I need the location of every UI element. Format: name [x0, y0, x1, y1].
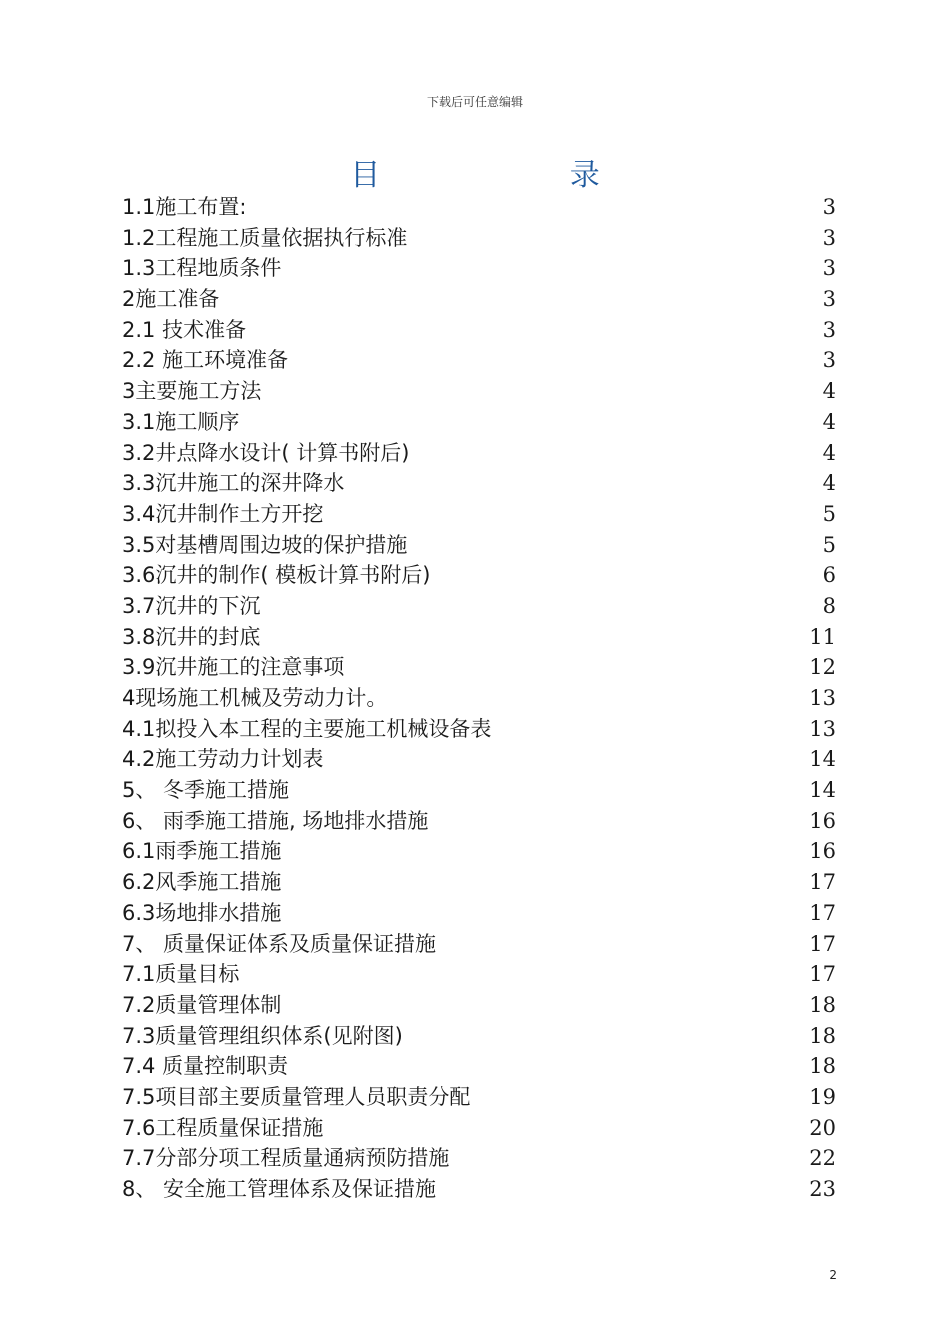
- toc-entry[interactable]: [122, 1174, 836, 1205]
- toc-entry[interactable]: [122, 683, 836, 714]
- toc-entry-page: 20: [809, 1115, 836, 1140]
- toc-list: [122, 192, 836, 1205]
- header-note: 下载后可任意编辑: [426, 95, 523, 109]
- toc-entry-page: 23: [809, 1177, 836, 1201]
- toc-title: 目 录: [350, 158, 690, 193]
- toc-entry-label: 3主要施工方法: [122, 379, 262, 404]
- toc-entry[interactable]: [122, 192, 836, 223]
- toc-entry-label: 7.7分部分项工程质量通病预防措施: [122, 1146, 450, 1171]
- toc-entry-page: 22: [809, 1146, 836, 1171]
- toc-entry-label: 7.1质量目标: [122, 962, 240, 987]
- toc-entry-page: 13: [809, 716, 836, 741]
- toc-entry-page: 13: [809, 686, 836, 710]
- toc-entry-label: 3.5对基槽周围边坡的保护措施: [122, 532, 408, 557]
- toc-entry[interactable]: [122, 867, 836, 898]
- toc-entry[interactable]: [122, 898, 836, 929]
- toc-entry[interactable]: [122, 990, 836, 1021]
- toc-entry[interactable]: [122, 959, 836, 990]
- toc-entry-page: 6: [822, 563, 836, 588]
- toc-entry-page: 3: [822, 287, 836, 312]
- toc-entry[interactable]: [122, 1021, 836, 1052]
- toc-entry[interactable]: [122, 253, 836, 284]
- toc-entry[interactable]: [122, 438, 836, 469]
- toc-entry-label: 7.4 质量控制职责: [122, 1054, 289, 1079]
- toc-entry[interactable]: [122, 407, 836, 438]
- toc-entry-page: 17: [809, 962, 836, 987]
- toc-entry-page: 16: [809, 839, 836, 864]
- toc-entry-label: 7.3质量管理组织体系(见附图): [122, 1023, 403, 1048]
- toc-entry[interactable]: [122, 468, 836, 499]
- toc-entry[interactable]: [122, 1082, 836, 1113]
- toc-entry-page: 17: [809, 900, 836, 925]
- toc-entry[interactable]: [122, 775, 836, 806]
- toc-entry-page: 4: [822, 379, 836, 404]
- toc-entry[interactable]: [122, 345, 836, 376]
- toc-entry-page: 16: [809, 808, 836, 833]
- toc-entry-label: 3.8沉井的封底: [122, 624, 261, 649]
- toc-entry-page: 3: [822, 317, 836, 342]
- toc-entry-page: 5: [822, 532, 836, 557]
- toc-entry-page: 4: [822, 471, 836, 496]
- toc-entry[interactable]: [122, 836, 836, 867]
- toc-entry[interactable]: [122, 652, 836, 683]
- toc-entry[interactable]: [122, 376, 836, 407]
- toc-entry[interactable]: [122, 591, 836, 622]
- toc-entry-label: 4.2施工劳动力计划表: [122, 747, 324, 772]
- toc-entry-label: 1.1施工布置:: [122, 195, 247, 219]
- toc-entry-label: 8、 安全施工管理体系及保证措施: [122, 1177, 437, 1201]
- toc-entry-label: 1.3工程地质条件: [122, 256, 282, 281]
- toc-entry-label: 7、 质量保证体系及质量保证措施: [122, 931, 437, 956]
- toc-entry-page: 11: [809, 624, 836, 649]
- toc-entry-label: 3.3沉井施工的深井降水: [122, 471, 345, 496]
- toc-entry-label: 6.3场地排水措施: [122, 900, 282, 925]
- toc-entry-page: 4: [822, 409, 836, 434]
- toc-entry-label: 4.1拟投入本工程的主要施工机械设备表: [122, 716, 492, 741]
- toc-entry-page: 17: [809, 870, 836, 895]
- toc-entry[interactable]: [122, 1051, 836, 1082]
- toc-entry-label: 4现场施工机械及劳动力计。: [122, 686, 388, 710]
- toc-entry-label: 7.6工程质量保证措施: [122, 1115, 324, 1140]
- page-number: 2: [829, 1268, 837, 1282]
- toc-entry-label: 3.2井点降水设计( 计算书附后): [122, 440, 410, 465]
- toc-entry-label: 3.1施工顺序: [122, 409, 240, 434]
- toc-entry-label: 7.5项目部主要质量管理人员职责分配: [122, 1084, 471, 1109]
- toc-entry-label: 5、 冬季施工措施: [122, 778, 290, 803]
- toc-entry-page: 3: [822, 348, 836, 373]
- toc-entry-page: 14: [809, 778, 836, 803]
- toc-entry-page: 19: [809, 1084, 836, 1109]
- toc-entry[interactable]: [122, 714, 836, 745]
- toc-entry[interactable]: [122, 499, 836, 530]
- toc-entry-label: 1.2工程施工质量依据执行标准: [122, 225, 408, 250]
- toc-entry-label: 3.6沉井的制作( 模板计算书附后): [122, 563, 431, 588]
- toc-entry[interactable]: [122, 806, 836, 837]
- toc-entry-label: 6.1雨季施工措施: [122, 839, 282, 864]
- toc-entry-label: 3.7沉井的下沉: [122, 593, 261, 618]
- toc-entry-page: 8: [822, 593, 836, 618]
- toc-entry-page: 18: [809, 1023, 836, 1048]
- toc-entry-label: 7.2质量管理体制: [122, 992, 282, 1017]
- toc-entry[interactable]: [122, 315, 836, 346]
- toc-entry-label: 2施工准备: [122, 287, 220, 312]
- toc-entry-page: 5: [822, 501, 836, 526]
- toc-entry[interactable]: [122, 284, 836, 315]
- toc-entry-label: 2.2 施工环境准备: [122, 348, 289, 373]
- toc-entry-label: 6.2风季施工措施: [122, 870, 282, 895]
- toc-entry-label: 3.9沉井施工的注意事项: [122, 655, 345, 680]
- toc-entry-page: 4: [822, 440, 836, 465]
- toc-entry-page: 12: [809, 655, 836, 680]
- toc-entry[interactable]: [122, 744, 836, 775]
- toc-entry[interactable]: [122, 929, 836, 960]
- toc-entry-page: 18: [809, 1054, 836, 1079]
- toc-entry-page: 3: [822, 225, 836, 250]
- toc-entry-page: 18: [809, 992, 836, 1017]
- toc-entry[interactable]: [122, 560, 836, 591]
- toc-entry-page: 3: [822, 195, 836, 219]
- toc-entry-page: 17: [809, 931, 836, 956]
- toc-entry-label: 2.1 技术准备: [122, 317, 247, 342]
- toc-entry-page: 3: [822, 256, 836, 281]
- toc-entry-page: 14: [809, 747, 836, 772]
- toc-entry[interactable]: [122, 622, 836, 653]
- toc-entry[interactable]: [122, 1113, 836, 1144]
- toc-entry[interactable]: [122, 530, 836, 561]
- toc-entry-label: 3.4沉井制作土方开挖: [122, 501, 324, 526]
- toc-entry-label: 6、 雨季施工措施, 场地排水措施: [122, 808, 429, 833]
- toc-entry[interactable]: [122, 1143, 836, 1174]
- toc-entry[interactable]: [122, 223, 836, 254]
